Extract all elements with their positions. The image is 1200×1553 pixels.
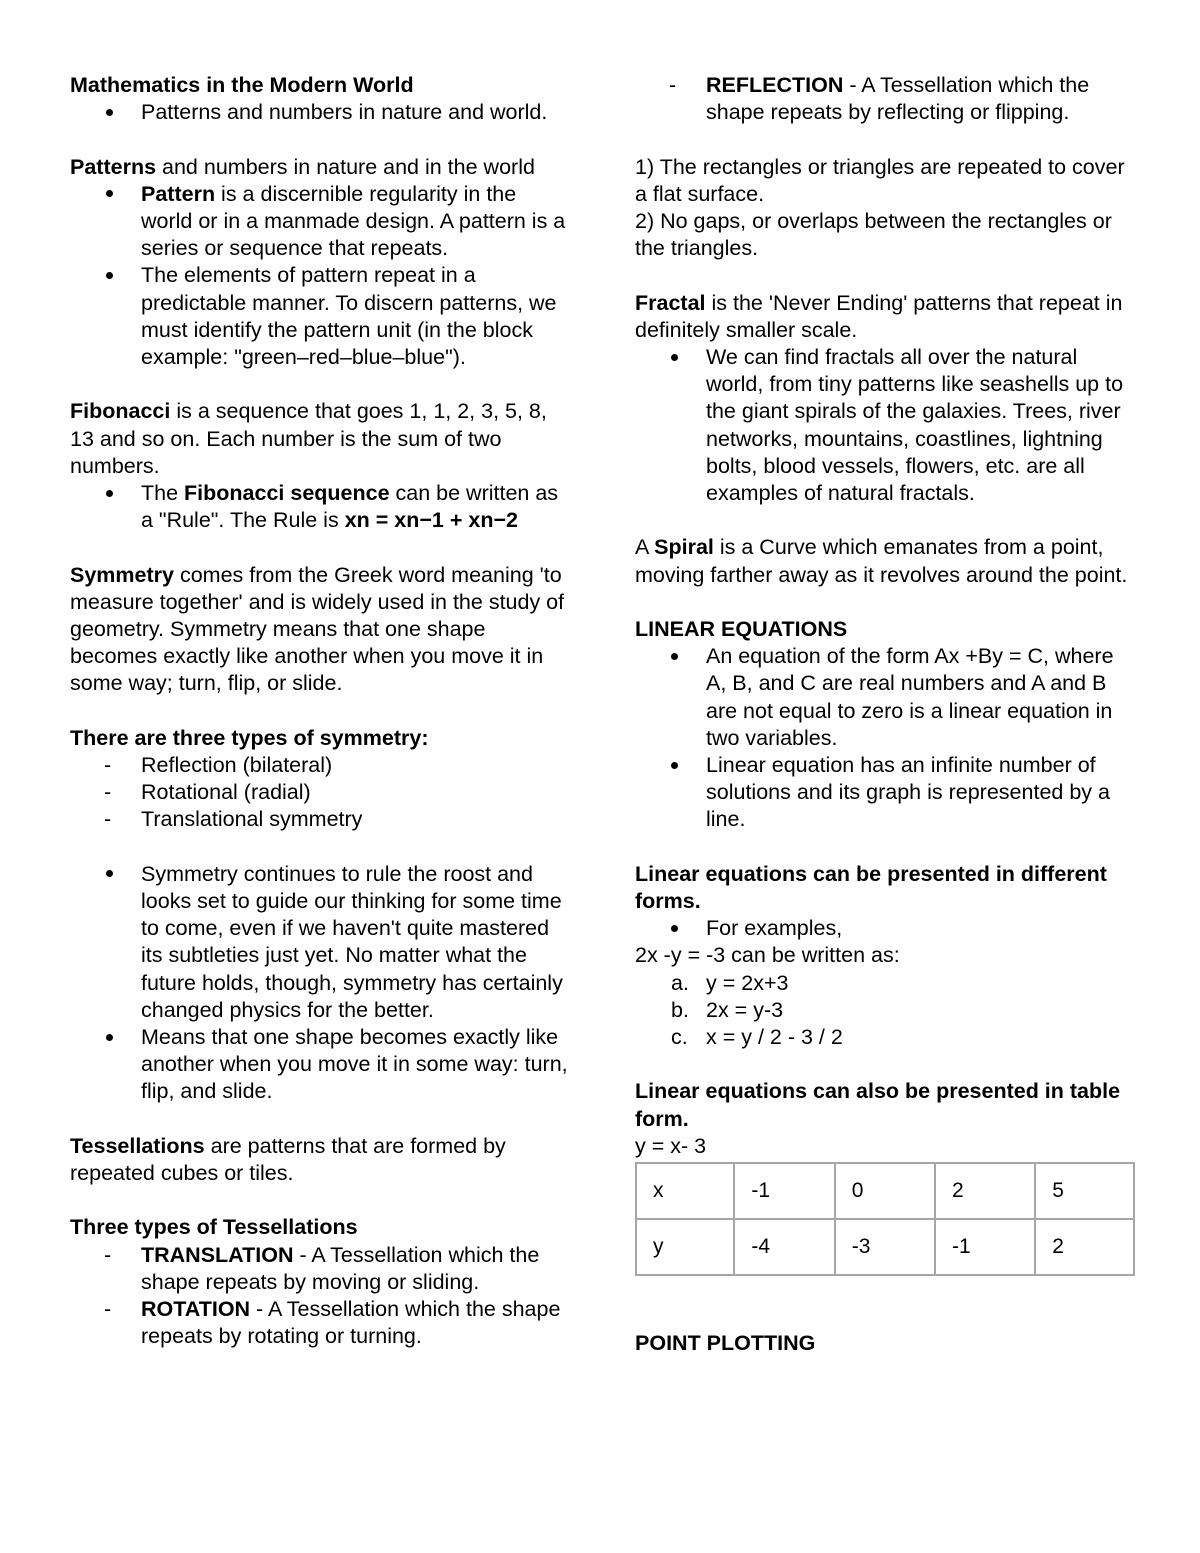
- table-cell: -3: [835, 1219, 935, 1275]
- table-cell: 2: [1035, 1219, 1134, 1275]
- forms-bullet-list: [635, 915, 1135, 942]
- document-title: Mathematics in the Modern World: [70, 73, 414, 97]
- fibonacci-paragraph: Fibonacci is a sequence that goes 1, 1, 2, 3, 5, 8, 13 and so on. Each number is the sum of two numbers.: [70, 399, 547, 478]
- list-item: An equation of the form Ax +By = C, where A, B, and C are real numbers and A and B are not equal to zero is a linear equation in two variables.: [635, 643, 1135, 752]
- table-cell: -1: [935, 1219, 1035, 1275]
- tessellation-rule-1: 1) The rectangles or triangles are repeated to cover a flat surface.: [635, 154, 1125, 206]
- list-item: - Reflection (bilateral): [104, 753, 333, 778]
- fibonacci-bullet-list: [70, 480, 570, 534]
- fractal-paragraph: Fractal is the 'Never Ending' patterns that repeat in definitely smaller scale.: [635, 290, 1123, 342]
- title-bullet-list: [70, 99, 570, 126]
- linear-bullet-list: [635, 643, 1135, 833]
- linear-equations-heading: LINEAR EQUATIONS: [635, 617, 848, 641]
- table-cell: -1: [734, 1163, 834, 1219]
- list-item: The elements of pattern repeat in a predictable manner. To discern patterns, we must identify the pattern unit (in the block example: "green–red–blue–blue").: [70, 262, 570, 371]
- list-item: - Rotational (radial): [104, 780, 311, 805]
- forms-list: [635, 970, 1135, 1052]
- point-plotting-heading: POINT PLOTTING: [635, 1331, 816, 1356]
- forms-heading: Linear equations can be presented in different forms.: [635, 861, 1107, 914]
- table-cell: x: [636, 1163, 734, 1219]
- tessellation-rule-2: 2) No gaps, or overlaps between the rectangles or the triangles.: [635, 209, 1112, 261]
- fractal-bullet-list: [635, 344, 1135, 507]
- spiral-paragraph: A Spiral is a Curve which emanates from a point, moving farther away as it revolves around the point.: [635, 535, 1128, 587]
- list-item: The Fibonacci sequence can be written as a "Rule". The Rule is xn = xn−1 + xn−2: [70, 480, 570, 534]
- table-row: [636, 1163, 1134, 1219]
- left-column: [70, 72, 570, 1350]
- table-cell: 2: [935, 1163, 1035, 1219]
- list-item: - REFLECTION - A Tessellation which the shape repeats by reflecting or flipping.: [669, 73, 1090, 125]
- list-item: a. y = 2x+3: [671, 970, 789, 995]
- table-row: [636, 1219, 1134, 1275]
- list-item: Linear equation has an infinite number of solutions and its graph is represented by a line.: [635, 752, 1135, 834]
- table-heading: Linear equations can also be presented in table form.: [635, 1079, 1121, 1131]
- tessellations-paragraph: Tessellations are patterns that are formed by repeated cubes or tiles.: [70, 1133, 506, 1186]
- table-cell: 0: [835, 1163, 935, 1219]
- list-item: - Translational symmetry: [104, 807, 363, 832]
- table-cell: -4: [734, 1219, 834, 1275]
- symmetry-types-list: [70, 752, 570, 834]
- symmetry-types-heading: There are three types of symmetry:: [70, 725, 429, 750]
- list-item: b. 2x = y-3: [671, 997, 784, 1022]
- list-item: c. x = y / 2 - 3 / 2: [671, 1025, 843, 1050]
- list-item: Pattern is a discernible regularity in the world or in a manmade design. A pattern is a series or sequence that repeats.: [70, 181, 570, 263]
- right-column: [635, 72, 1135, 1358]
- table-cell: y: [636, 1219, 734, 1275]
- list-item: Patterns and numbers in nature and world.: [70, 99, 570, 126]
- list-item: - TRANSLATION - A Tessellation which the shape repeats by moving or sliding.: [104, 1242, 540, 1294]
- patterns-heading: Patterns and numbers in nature and in the world: [70, 154, 535, 179]
- values-table: [635, 1162, 1135, 1276]
- symmetry-bullet-list: [70, 861, 570, 1106]
- tessellation-reflection-list: [635, 72, 1135, 126]
- list-item: We can find fractals all over the natural world, from tiny patterns like seashells up to the giant spirals of the galaxies. Trees, river networks, mountains, coastlines, lightning bolts, blood vessels, flowers, etc. are all examples of natural fractals.: [635, 344, 1135, 507]
- table-cell: 5: [1035, 1163, 1134, 1219]
- pattern-bullet-list: [70, 181, 570, 371]
- tessellation-types-heading: Three types of Tessellations: [70, 1215, 358, 1240]
- table-equation: y = x- 3: [635, 1133, 707, 1158]
- list-item: Symmetry continues to rule the roost and looks set to guide our thinking for some time to come, even if we haven't quite mastered its subtleties just yet. No matter what the future holds, though, symmetry has certainly changed physics for the better.: [70, 861, 570, 1024]
- symmetry-paragraph: Symmetry comes from the Greek word meaning 'to measure together' and is widely used in the study of geometry. Symmetry means that one shape becomes exactly like another when you move it in some way; turn, flip, or slide.: [70, 562, 565, 696]
- list-item: For examples,: [635, 915, 1135, 942]
- tessellation-types-list: [70, 1242, 570, 1351]
- list-item: - ROTATION - A Tessellation which the shape repeats by rotating or turning.: [104, 1297, 561, 1349]
- list-item: Means that one shape becomes exactly like another when you move it in some way: turn, flip, and slide.: [70, 1024, 570, 1106]
- forms-intro: 2x -y = -3 can be written as:: [635, 943, 900, 968]
